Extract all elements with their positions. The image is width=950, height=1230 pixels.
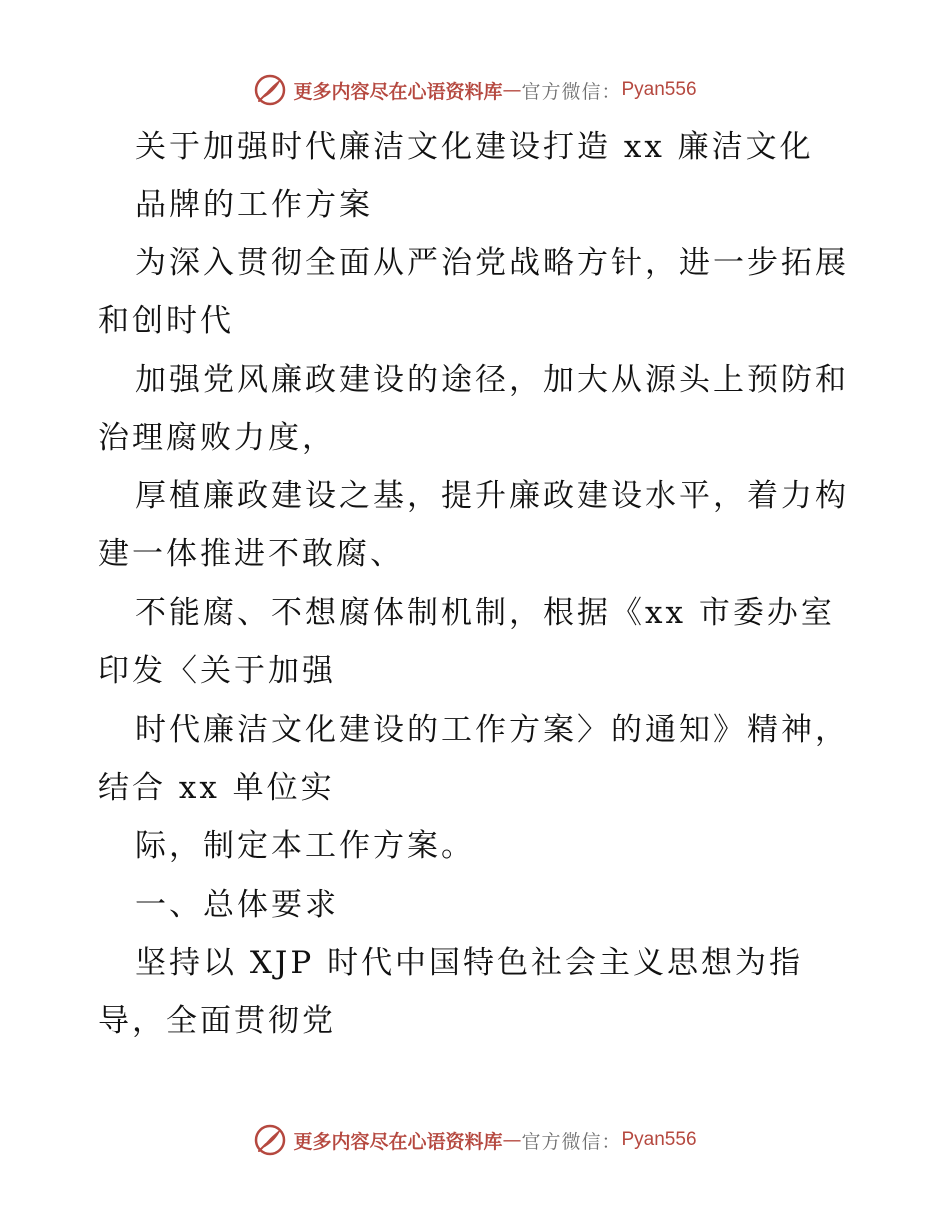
doc-text-line: 时代廉洁文化建设的工作方案〉的通知》精神，	[135, 712, 849, 748]
doc-section-heading: 一、总体要求	[135, 887, 339, 923]
doc-text-line: 印发〈关于加强	[98, 653, 336, 689]
doc-text-line: 为深入贯彻全面从严治党战略方针，进一步拓展	[135, 245, 849, 281]
watermark-wechat-id: Pyan556	[621, 79, 697, 100]
doc-title-line-2: 品牌的工作方案	[135, 187, 373, 223]
watermark-dash: —	[502, 1129, 522, 1151]
doc-text-line: 厚植廉政建设之基，提升廉政建设水平，着力构	[135, 478, 849, 514]
doc-text-line: 治理腐败力度，	[98, 420, 336, 456]
doc-text-line: 加强党风廉政建设的途径，加大从源头上预防和	[135, 362, 849, 398]
footer-watermark	[0, 1120, 950, 1160]
doc-text-line: 坚持以 XJP 时代中国特色社会主义思想为指	[135, 945, 804, 981]
watermark-wechat-id: Pyan556	[621, 1129, 697, 1150]
quill-logo-icon	[253, 1123, 287, 1157]
doc-text-line: 和创时代	[98, 303, 234, 339]
watermark-wechat-label: 官方微信：	[521, 1130, 622, 1153]
doc-title-line-1: 关于加强时代廉洁文化建设打造 xx 廉洁文化	[135, 129, 814, 165]
watermark-dash: —	[502, 79, 522, 101]
watermark-title: 更多内容尽在心语资料库	[293, 1130, 503, 1153]
doc-text-line: 建一体推进不敢腐、	[98, 536, 404, 572]
watermark-wechat-label: 官方微信：	[521, 80, 622, 103]
doc-text-line: 不能腐、不想腐体制机制，根据《xx 市委办室	[135, 595, 835, 631]
doc-text-line: 导，全面贯彻党	[98, 1003, 336, 1039]
watermark-title: 更多内容尽在心语资料库	[293, 80, 503, 103]
doc-text-line: 结合 xx 单位实	[98, 770, 335, 806]
doc-text-line: 际，制定本工作方案。	[135, 828, 475, 864]
